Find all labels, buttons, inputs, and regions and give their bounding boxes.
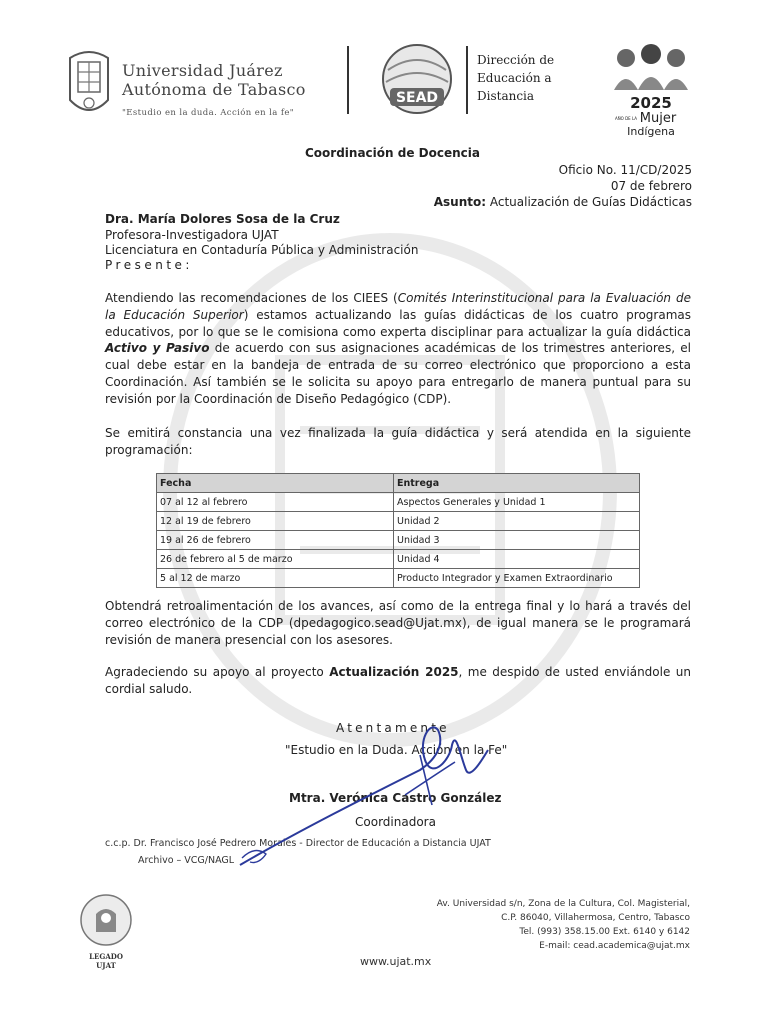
direction-title	[477, 51, 554, 105]
paragraph-schedule-intro: Se emitirá constancia una vez finalizada la guía didáctica y será atendida en la siguiente programación:	[105, 426, 691, 457]
table-cell-fecha: 07 al 12 al febrero	[157, 493, 394, 512]
table-row	[157, 512, 640, 531]
paragraph-assignment: Atendiendo las recomendaciones de los CIEES (Comités Interinstitucional para la Evaluación de la Educación Superior) estamos actualizando las guías didácticas de los cuatro programas educativos, por lo que se le comisiona como experta disciplinar para actualizar la guía didáctica Activo y Pasivo de acuerdo con sus asignaciones académicas de los trimestres anteriores, el cual debe estar en la bandeja de entrada de su correo electrónico que proporciono a esta Coordinación. Así también se le solicita su apoyo para entregarlo de manera puntual para su revisión por la Coordinación de Diseño Pedagógico (CDP).	[105, 291, 691, 406]
letter-date: 07 de febrero	[610, 179, 692, 193]
direction-line: Distancia	[477, 89, 535, 103]
table-cell-entrega: Aspectos Generales y Unidad 1	[394, 493, 640, 512]
paragraph-thanks: Agradeciendo su apoyo al proyecto Actualización 2025, me despido de usted enviándole un cordial saludo.	[105, 665, 691, 696]
signer-title: Coordinadora	[355, 815, 436, 829]
office-name: Coordinación de Docencia	[305, 146, 480, 160]
paragraph-feedback: Obtendrá retroalimentación de los avances, así como de la entrega final y lo hará a través del correo electrónico de la CDP (dpedagogico.sead@Ujat.mx), de igual manera se le programará revisión de manera presencial con los asesores.	[105, 599, 691, 647]
ciees-name: Comités Interinstitucional para la Evaluación de la Educación Superior	[105, 291, 691, 322]
archive-line: Archivo – VCG/NAGL	[138, 855, 235, 866]
address-line: Av. Universidad s/n, Zona de la Cultura, Col. Magisterial,	[436, 899, 690, 909]
project-name: Actualización 2025	[329, 665, 459, 679]
mujer-word: Mujer	[639, 111, 677, 126]
direction-line: Educación a	[477, 71, 552, 85]
mujer-year: 2025	[630, 94, 672, 112]
header-divider	[347, 46, 349, 114]
table-cell-fecha: 5 al 12 de marzo	[157, 569, 394, 588]
recipient-role: Profesora-Investigadora UJAT	[105, 228, 279, 242]
schedule-table	[156, 473, 640, 588]
address-line: C.P. 86040, Villahermosa, Centro, Tabasco	[501, 913, 690, 923]
table-row	[157, 550, 640, 569]
university-name-line2: Autónoma de Tabasco	[122, 80, 306, 99]
sead-logo	[378, 40, 456, 118]
footer-address	[437, 897, 690, 953]
closing-atentamente: Atentamente	[336, 721, 450, 735]
address-line: Tel. (993) 358.15.00 Ext. 6140 y 6142	[519, 927, 690, 937]
ccp-line: c.c.p. Dr. Francisco José Pedrero Morales - Director de Educación a Distancia UJAT	[105, 838, 491, 849]
sead-label: SEAD	[395, 90, 439, 106]
subject-text: Actualización de Guías Didácticas	[486, 195, 692, 209]
recipient-name: Dra. María Dolores Sosa de la Cruz	[105, 212, 340, 226]
table-cell-fecha: 12 al 19 de febrero	[157, 512, 394, 531]
subject-label: Asunto:	[433, 195, 487, 209]
university-motto: "Estudio en la duda. Acción en la fe"	[122, 108, 295, 118]
guide-title: Activo y Pasivo	[105, 341, 210, 356]
closing-motto: "Estudio en la Duda. Acción en la Fe"	[285, 743, 508, 757]
direction-line: Dirección de	[477, 53, 555, 67]
table-cell-entrega: Unidad 4	[394, 550, 640, 569]
legado-label: LEGADO UJAT	[89, 952, 123, 970]
website-link[interactable]: www.ujat.mx	[360, 955, 432, 968]
table-cell-fecha: 19 al 26 de febrero	[157, 531, 394, 550]
signer-name: Mtra. Verónica Castro González	[289, 791, 502, 805]
table-row	[157, 493, 640, 512]
university-name-line1: Universidad Juárez	[122, 61, 283, 80]
presente: Presente:	[105, 258, 193, 272]
table-header-fecha: Fecha	[157, 474, 394, 493]
table-row	[157, 531, 640, 550]
legado-ujat-logo	[78, 892, 134, 948]
table-cell-entrega: Unidad 3	[394, 531, 640, 550]
letter-subject	[434, 195, 692, 209]
table-cell-entrega: Unidad 2	[394, 512, 640, 531]
address-line: E-mail: cead.academica@ujat.mx	[539, 941, 690, 951]
table-header-row	[157, 474, 640, 493]
mujer-ano: AÑO DE LA	[614, 116, 638, 121]
oficio-number: Oficio No. 11/CD/2025	[558, 163, 692, 177]
table-cell-fecha: 26 de febrero al 5 de marzo	[157, 550, 394, 569]
header-divider-2	[466, 46, 468, 114]
recipient-program: Licenciatura en Contaduría Pública y Administración	[105, 243, 419, 257]
table-header-entrega: Entrega	[394, 474, 640, 493]
mujer-indigena: Indígena	[627, 125, 675, 138]
mujer-indigena-logo	[606, 40, 696, 140]
table-row	[157, 569, 640, 588]
ujat-crest-logo	[66, 48, 112, 120]
table-cell-entrega: Producto Integrador y Examen Extraordinario	[394, 569, 640, 588]
